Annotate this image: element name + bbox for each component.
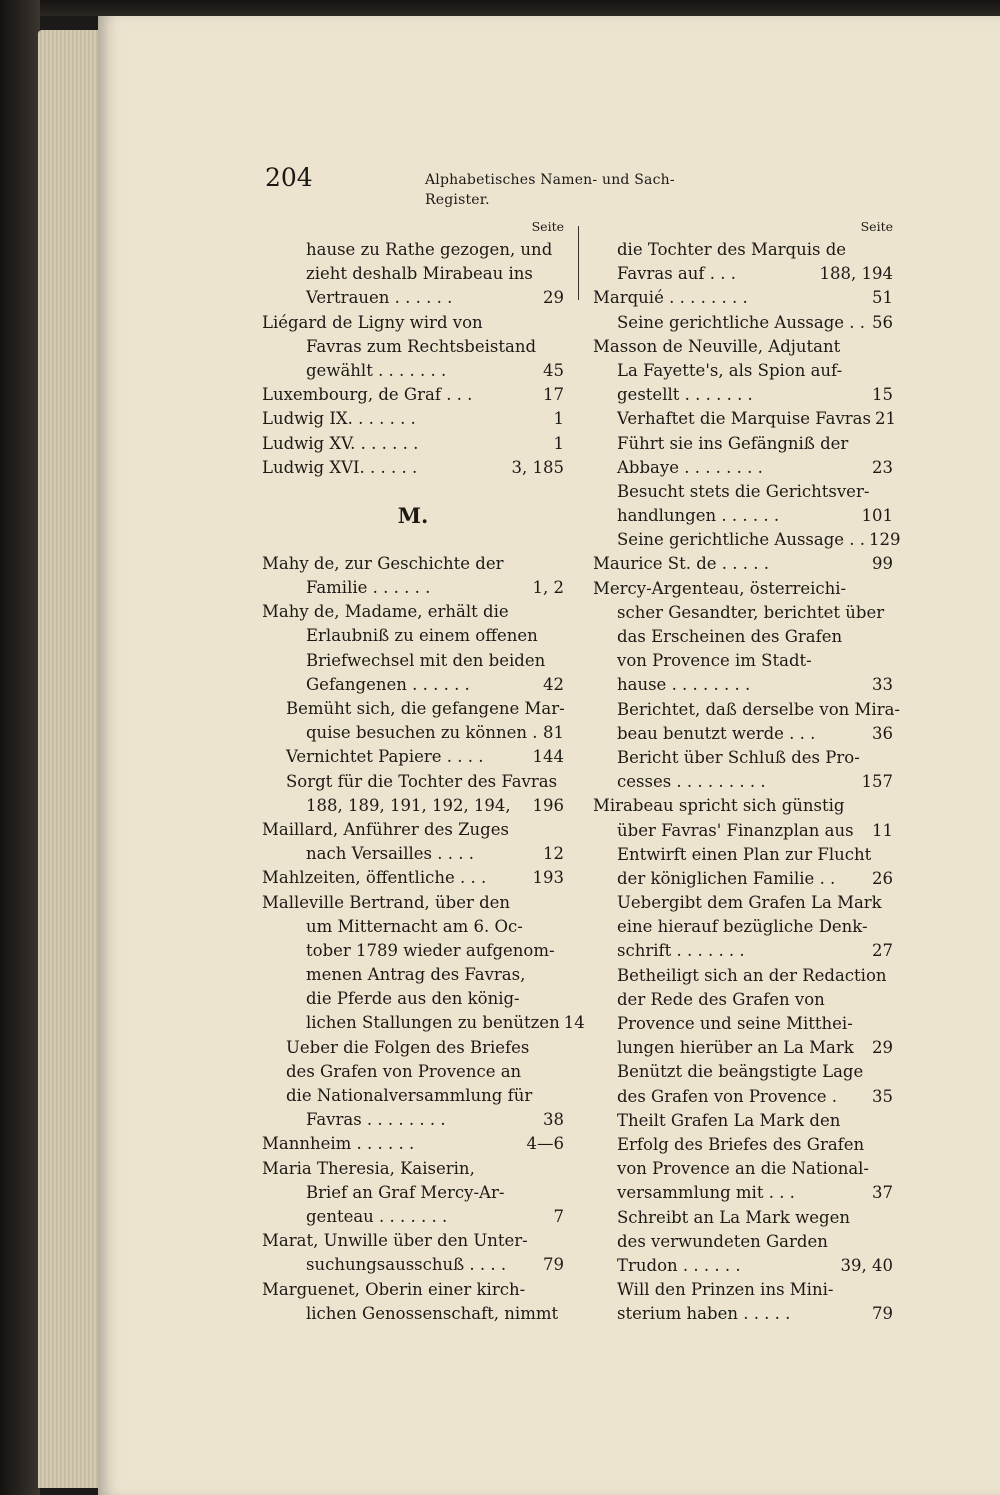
entry-text: Marguenet, Oberin einer kirch- <box>262 1279 526 1299</box>
entry-page-ref: 157 <box>861 772 893 792</box>
section-letter: M. <box>397 502 429 528</box>
entry-text: Ueber die Folgen des Briefes <box>286 1037 530 1057</box>
entry-text: Berichtet, daß derselbe von Mira- <box>617 699 900 719</box>
entry-text: um Mitternacht am 6. Oc- <box>306 916 523 936</box>
entry-text: handlungen . . . . . . <box>617 506 780 526</box>
index-entry-line <box>593 552 893 576</box>
entry-page-ref: 1 <box>553 409 564 429</box>
entry-text: von Provence an die National- <box>617 1159 870 1179</box>
index-entry-line <box>262 818 564 842</box>
entry-text: Bericht über Schluß des Pro- <box>617 747 860 767</box>
index-entry-line <box>262 891 564 915</box>
entry-text: Malleville Bertrand, über den <box>262 892 511 912</box>
index-entry-line <box>593 1157 893 1181</box>
entry-text: Führt sie ins Gefängniß der <box>617 433 849 453</box>
entry-text: über Favras' Finanzplan aus <box>617 820 854 840</box>
index-entry-line <box>593 456 893 480</box>
entry-text: lichen Stallungen zu benützen <box>306 1013 560 1033</box>
entry-text: Maria Theresia, Kaiserin, <box>262 1158 475 1178</box>
entry-text: Seine gerichtliche Aussage . . <box>617 312 866 332</box>
entry-text: Mahlzeiten, öffentliche . . . <box>262 868 487 888</box>
running-head: Alphabetisches Namen- und Sach-Register. <box>425 172 675 208</box>
index-entry-line <box>593 1109 893 1133</box>
entry-text: Entwirft einen Plan zur Flucht <box>617 844 872 864</box>
index-entry-line <box>262 624 564 648</box>
index-entry-line <box>593 262 893 286</box>
entry-text: suchungsausschuß . . . . <box>306 1255 507 1275</box>
entry-text: Favras zum Rechtsbeistand <box>306 336 537 356</box>
page-header <box>265 162 725 208</box>
index-entry-line <box>593 625 893 649</box>
entry-text: Betheiligt sich an der Redaction <box>617 965 887 985</box>
entry-text: beau benutzt werde . . . <box>617 723 816 743</box>
index-entry-line <box>262 987 564 1011</box>
entry-text: nach Versailles . . . . <box>306 844 474 864</box>
entry-page-ref: 101 <box>861 506 893 526</box>
index-entry-line <box>262 866 564 890</box>
index-entry-line <box>593 794 893 818</box>
left-column <box>262 216 585 1326</box>
index-entry-line <box>593 939 893 963</box>
index-entry-line <box>262 721 564 745</box>
index-entry-line <box>593 867 893 891</box>
entry-text: des Grafen von Provence an <box>286 1061 522 1081</box>
entry-page-ref: 27 <box>872 941 893 961</box>
entry-text: eine hierauf bezügliche Denk- <box>617 917 868 937</box>
entry-text: Masson de Neuville, Adjutant <box>593 336 841 356</box>
entry-page-ref: 14 <box>563 1013 585 1033</box>
entry-page-ref: 3, 185 <box>511 457 564 477</box>
seite-label: Seite <box>860 219 893 234</box>
index-entry-line <box>262 1157 564 1181</box>
entry-text: Luxembourg, de Graf . . . <box>262 385 473 405</box>
entry-page-ref: 144 <box>532 747 564 767</box>
entry-page-ref: 21 <box>875 409 896 429</box>
entry-text: menen Antrag des Favras, <box>306 965 526 985</box>
entry-text: von Provence im Stadt- <box>617 651 812 671</box>
entry-text: Provence und seine Mitthei- <box>617 1014 853 1033</box>
index-entry-line <box>593 843 893 867</box>
index-entry-line <box>593 770 893 794</box>
page-number: 204 <box>265 163 313 192</box>
entry-page-ref: 4—6 <box>526 1134 564 1154</box>
index-entry-line <box>593 238 893 262</box>
entry-text: Mirabeau spricht sich günstig <box>593 796 845 816</box>
entry-text: Marat, Unwille über den Unter- <box>262 1231 528 1251</box>
entry-page-ref: 35 <box>872 1086 893 1106</box>
entry-page-ref: 15 <box>872 385 893 405</box>
entry-text: zieht deshalb Mirabeau ins <box>306 264 533 284</box>
entry-page-ref: 79 <box>543 1255 564 1275</box>
index-entry-line <box>262 432 564 456</box>
index-entry-line <box>262 1181 564 1205</box>
index-entry-line <box>262 1011 585 1035</box>
index-entry-line <box>593 1230 893 1254</box>
index-entry-line <box>593 359 893 383</box>
entry-text: Abbaye . . . . . . . . <box>617 457 763 477</box>
entry-page-ref: 193 <box>532 868 564 888</box>
index-entry-line <box>593 1133 893 1157</box>
index-entry-line <box>593 1302 893 1326</box>
entry-text: Erlaubniß zu einem offenen <box>306 626 538 646</box>
index-entry-line <box>593 528 901 552</box>
index-entry-line <box>593 480 893 504</box>
entry-page-ref: 29 <box>543 288 564 308</box>
index-entry-line <box>262 383 564 407</box>
index-entry-line <box>262 1108 564 1132</box>
entry-text: Seine gerichtliche Aussage . . <box>617 530 866 550</box>
entries-after-letter <box>262 552 585 1326</box>
index-entry-line <box>593 698 900 722</box>
index-entry-line <box>593 1206 893 1230</box>
entry-text: Mercy-Argenteau, österreichi- <box>593 578 847 598</box>
index-entry-line <box>262 359 564 383</box>
index-entry-line <box>593 1012 893 1036</box>
entry-page-ref: 42 <box>543 674 564 694</box>
entry-page-ref: 12 <box>543 844 564 864</box>
column-rule <box>578 226 579 300</box>
entry-text: Briefwechsel mit den beiden <box>306 650 546 670</box>
index-entry-line <box>262 1084 564 1108</box>
entry-page-ref: 33 <box>872 675 893 695</box>
entry-text: tober 1789 wieder aufgenom- <box>306 940 555 960</box>
index-entry-line <box>593 746 893 770</box>
entry-text: Mahy de, Madame, erhält die <box>262 602 509 622</box>
index-entry-line <box>262 286 564 310</box>
entry-text: der königlichen Familie . . <box>617 868 836 888</box>
index-entry-line <box>593 383 893 407</box>
index-entry-line <box>262 552 564 576</box>
index-entry-line <box>262 335 564 359</box>
entry-text: lichen Genossenschaft, nimmt <box>306 1303 559 1323</box>
entry-text: hause . . . . . . . . <box>617 675 751 695</box>
entry-page-ref: 38 <box>543 1110 564 1130</box>
entry-text: sterium haben . . . . . <box>617 1304 791 1324</box>
entry-text: Vertrauen . . . . . . <box>306 288 453 308</box>
entry-text: Erfolg des Briefes des Grafen <box>617 1134 865 1154</box>
entry-text: Marquié . . . . . . . . <box>593 288 748 308</box>
entry-text: hause zu Rathe gezogen, und <box>306 240 553 259</box>
index-entry-line <box>262 842 564 866</box>
index-entry-line <box>262 600 564 624</box>
index-entry-line <box>262 1060 564 1084</box>
index-entry-line <box>593 1278 893 1302</box>
index-entry-line <box>262 697 564 721</box>
index-entry-line <box>593 504 893 528</box>
entry-text: gestellt . . . . . . . <box>617 385 753 405</box>
entry-text: des Grafen von Provence . <box>617 1086 837 1106</box>
index-entry-line <box>262 1302 564 1326</box>
book-top-edge <box>0 0 1000 16</box>
index-entry-line <box>262 262 564 286</box>
entry-text: Vernichtet Papiere . . . . <box>286 747 484 767</box>
entry-text: Gefangenen . . . . . . <box>306 674 470 694</box>
entry-text: Bemüht sich, die gefangene Mar- <box>286 699 565 718</box>
index-entry-line <box>593 1085 893 1109</box>
index-entry-line <box>262 673 564 697</box>
entry-text: Brief an Graf Mercy-Ar- <box>306 1182 505 1202</box>
index-entry-line <box>593 577 893 601</box>
entry-page-ref: 1 <box>553 433 564 453</box>
entry-text: scher Gesandter, berichtet über <box>617 602 885 622</box>
index-entry-line <box>593 286 893 310</box>
entry-text: Favras auf . . . <box>617 264 736 284</box>
entry-text: die Tochter des Marquis de <box>617 240 847 259</box>
index-entry-line <box>262 238 564 262</box>
entry-text: Sorgt für die Tochter des Favras <box>286 771 558 791</box>
entry-text: quise besuchen zu können . <box>306 723 538 743</box>
index-entry-line <box>593 915 893 939</box>
entry-text: das Erscheinen des Grafen <box>617 627 843 646</box>
page-stack <box>38 30 100 1488</box>
entry-text: Verhaftet die Marquise Favras <box>617 409 871 429</box>
index-entry-line <box>262 649 564 673</box>
index-entry-line <box>593 1036 893 1060</box>
index-entry-line <box>593 601 893 625</box>
entry-text: Trudon . . . . . . <box>617 1255 741 1275</box>
entry-text: Liégard de Ligny wird von <box>262 312 483 332</box>
entry-text: Besucht stets die Gerichtsver- <box>617 481 870 501</box>
entry-text: gewählt . . . . . . . <box>306 360 447 380</box>
entry-text: Will den Prinzen ins Mini- <box>617 1280 834 1300</box>
entry-page-ref: 79 <box>872 1304 893 1324</box>
entry-page-ref: 81 <box>543 723 564 743</box>
entry-page-ref: 1, 2 <box>532 578 564 598</box>
entry-page-ref: 26 <box>872 868 893 888</box>
entry-page-ref: 17 <box>543 385 564 405</box>
entry-text: Favras . . . . . . . . <box>306 1110 446 1130</box>
entry-page-ref: 196 <box>532 795 564 815</box>
index-entry-line <box>262 1278 564 1302</box>
entry-page-ref: 129 <box>869 530 901 550</box>
entry-page-ref: 51 <box>872 288 893 308</box>
entry-text: genteau . . . . . . . <box>306 1206 448 1226</box>
entry-page-ref: 7 <box>553 1206 564 1226</box>
entry-page-ref: 56 <box>872 312 893 332</box>
entry-text: Mahy de, zur Geschichte der <box>262 553 504 573</box>
index-entry-line <box>593 335 893 359</box>
entry-page-ref: 188, 194 <box>819 264 893 284</box>
entry-text: Ludwig XV. . . . . . . <box>262 433 419 453</box>
index-entry-line <box>593 988 893 1012</box>
index-entry-line <box>593 1060 893 1084</box>
entry-text: Schreibt an La Mark wegen <box>617 1207 850 1227</box>
index-entry-line <box>593 311 893 335</box>
index-entry-line <box>593 1254 893 1278</box>
entry-page-ref: 99 <box>872 554 893 574</box>
entry-text: schrift . . . . . . . <box>617 941 745 961</box>
entry-page-ref: 37 <box>872 1183 893 1203</box>
entries-before-letter <box>262 238 564 480</box>
entry-text: Familie . . . . . . <box>306 578 431 598</box>
index-entry-line <box>593 1181 893 1205</box>
entry-page-ref: 39, 40 <box>840 1255 893 1275</box>
seite-label: Seite <box>531 219 564 234</box>
entry-text: La Fayette's, als Spion auf- <box>617 360 843 380</box>
entry-text: 188, 189, 191, 192, 194, <box>306 795 511 815</box>
index-entry-line <box>262 963 564 987</box>
index-entry-line <box>262 770 564 794</box>
index-entry-line <box>593 673 893 697</box>
index-entry-line <box>262 311 564 335</box>
index-entry-line <box>262 1229 564 1253</box>
index-entry-line <box>262 1253 564 1277</box>
entry-text: Theilt Grafen La Mark den <box>617 1110 841 1130</box>
index-entry-line <box>262 939 564 963</box>
right-column <box>593 216 901 1326</box>
index-entry-line <box>593 891 893 915</box>
entries <box>593 238 901 1326</box>
entry-text: cesses . . . . . . . . . <box>617 772 766 792</box>
entry-page-ref: 36 <box>872 723 893 743</box>
index-entry-line <box>593 432 893 456</box>
index-entry-line <box>262 576 564 600</box>
entry-text: der Rede des Grafen von <box>617 989 825 1009</box>
index-entry-line <box>262 1132 564 1156</box>
index-entry-line <box>262 1205 564 1229</box>
book-cover-edge <box>0 0 40 1495</box>
entry-text: Mannheim . . . . . . <box>262 1134 415 1154</box>
index-entry-line <box>262 794 564 818</box>
entry-text: Uebergibt dem Grafen La Mark <box>617 893 882 913</box>
entry-text: Maurice St. de . . . . . <box>593 554 769 574</box>
entry-text: Maillard, Anführer des Zuges <box>262 819 509 839</box>
entry-page-ref: 45 <box>543 360 564 380</box>
entry-text: die Pferde aus den könig- <box>306 989 520 1009</box>
index-entry-line <box>593 964 893 988</box>
entry-text: die Nationalversammlung für <box>286 1086 533 1105</box>
entry-page-ref: 29 <box>872 1038 893 1058</box>
entry-text: Ludwig IX. . . . . . . <box>262 409 416 429</box>
index-entry-line <box>262 407 564 431</box>
index-entry-line <box>593 819 893 843</box>
entry-text: des verwundeten Garden <box>617 1231 828 1251</box>
entry-text: lungen hierüber an La Mark <box>617 1038 854 1058</box>
index-entry-line <box>593 407 896 431</box>
index-entry-line <box>262 456 564 480</box>
entry-page-ref: 11 <box>872 820 893 840</box>
entry-text: versammlung mit . . . <box>617 1183 795 1203</box>
index-entry-line <box>262 1036 564 1060</box>
index-entry-line <box>593 722 893 746</box>
entry-text: Ludwig XVI. . . . . . <box>262 457 418 477</box>
index-entry-line <box>262 745 564 769</box>
index-entry-line <box>262 915 564 939</box>
entry-text: Benützt die beängstigte Lage <box>617 1062 864 1082</box>
entry-page-ref: 23 <box>872 457 893 477</box>
index-entry-line <box>593 649 893 673</box>
